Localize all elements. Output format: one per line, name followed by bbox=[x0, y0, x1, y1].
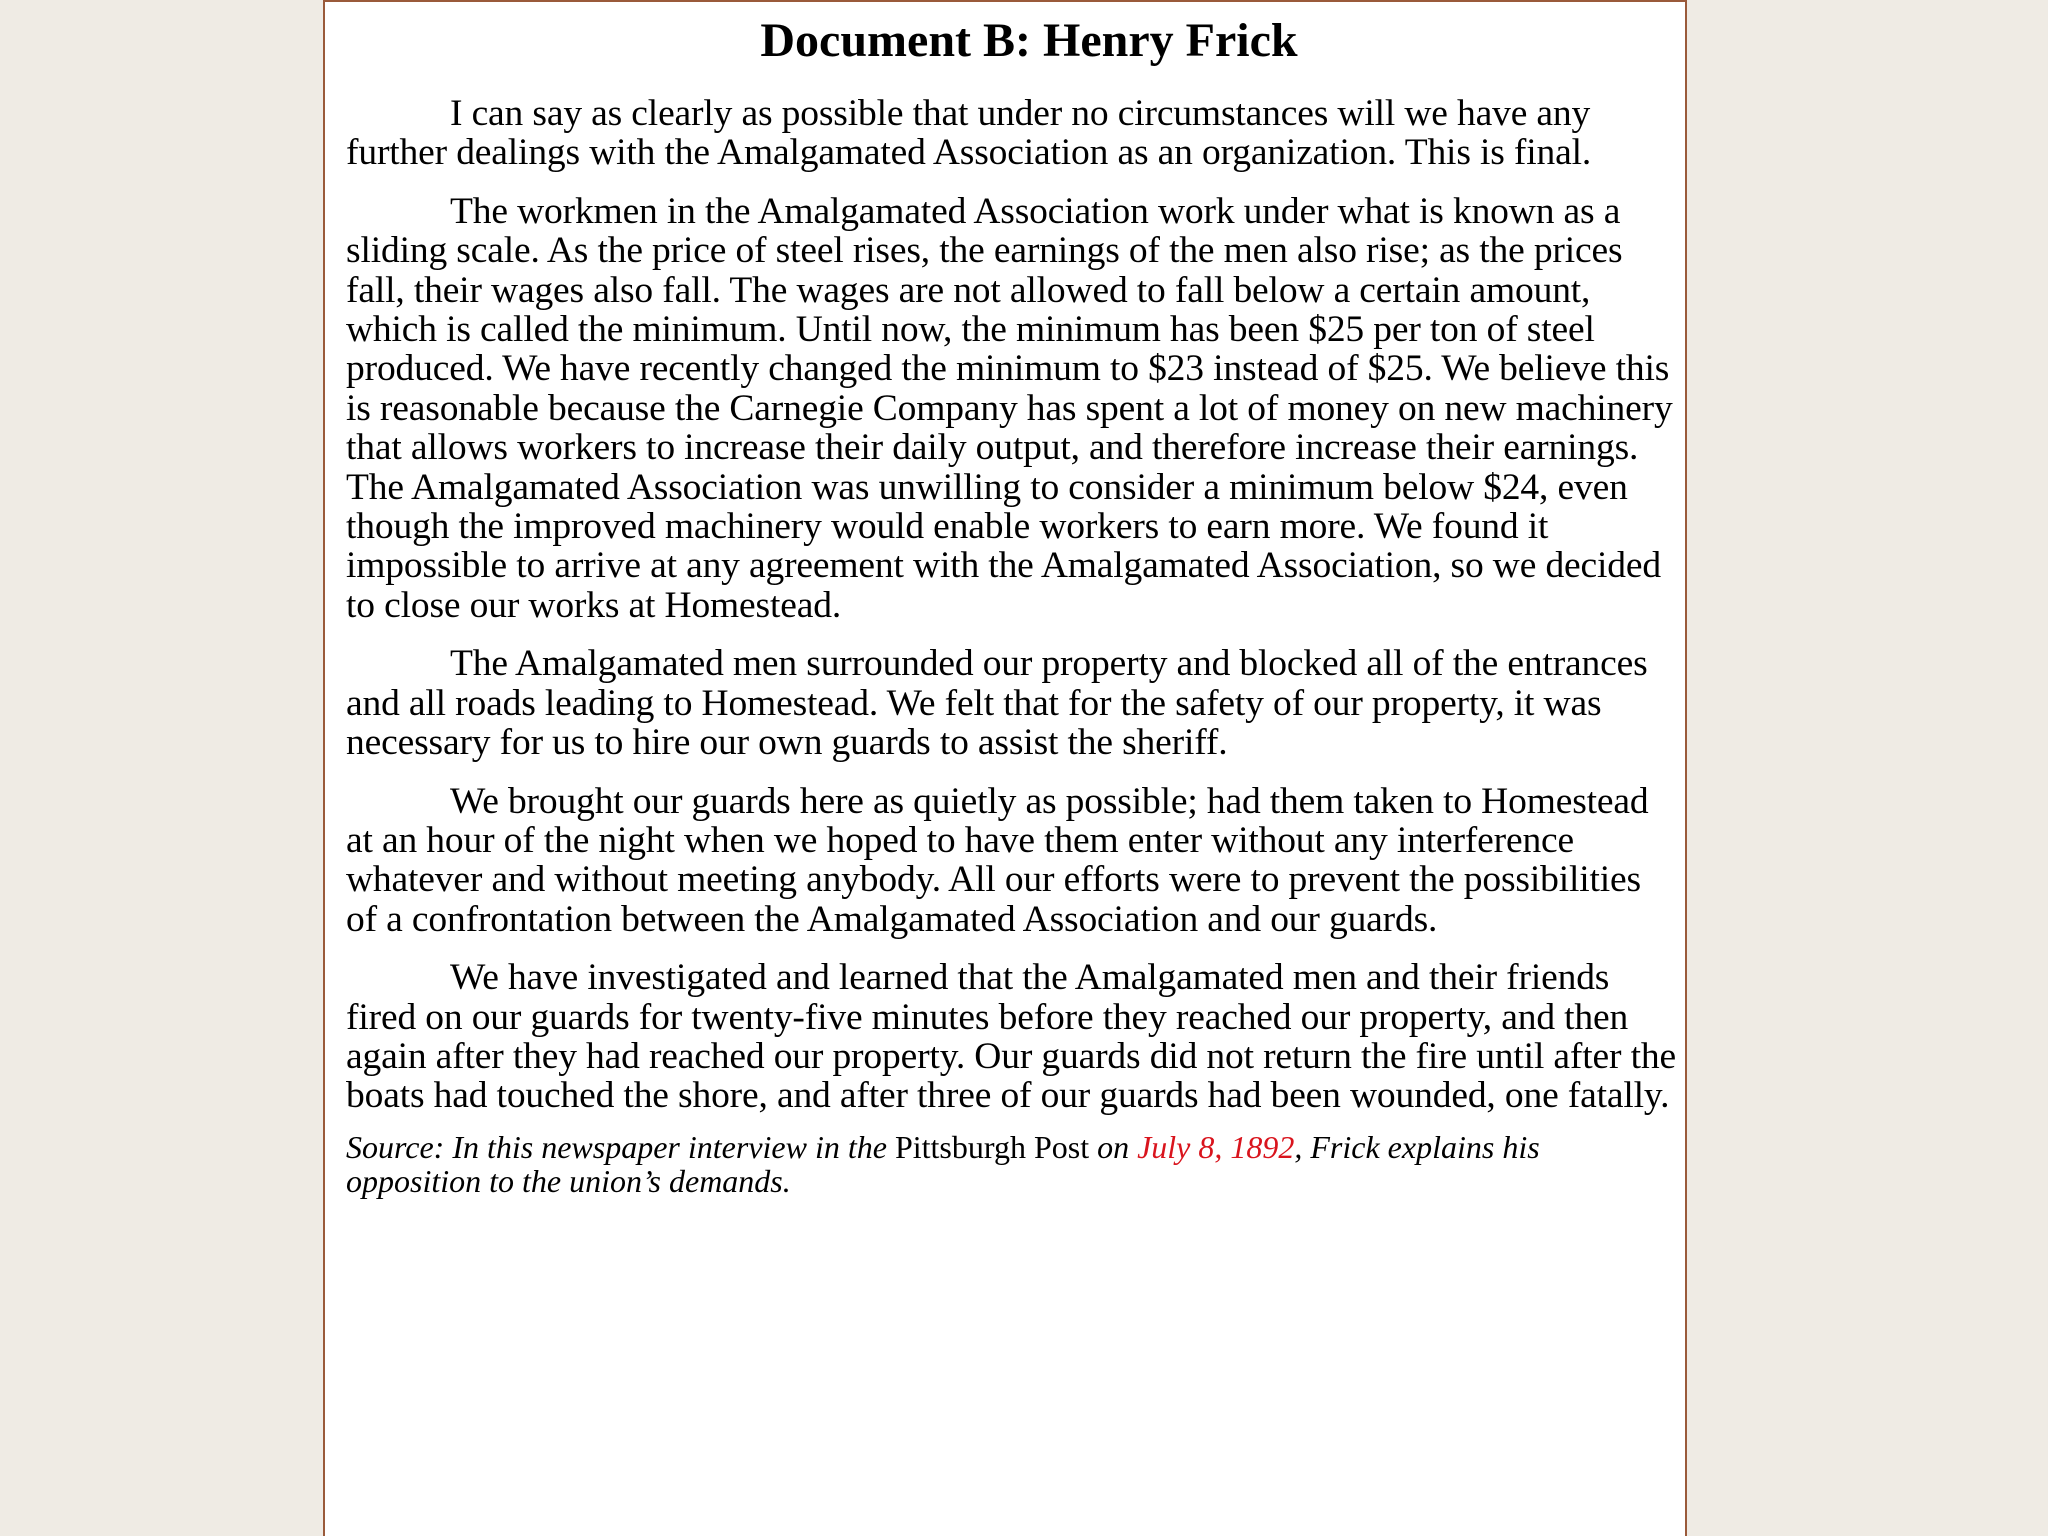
document-content bbox=[346, 10, 1676, 1198]
source-date: July 8, 1892 bbox=[1137, 1128, 1295, 1165]
source-middle: on bbox=[1089, 1128, 1138, 1165]
paragraph-2: The workmen in the Amalgamated Association work under what is known as a sliding scale. As the price of steel rises, the earnings of the men also rise; as the prices fall, their wages also fall. The wages are not allowed to fall below a certain amount, which is called the minimum. Until now, the minimum has been $25 per ton of steel produced. We have recently changed the minimum to $23 instead of $25. We believe this is reasonable because the Carnegie Company has spent a lot of money on new machinery that allows workers to increase their daily output, and therefore increase their earnings. The Amalgamated Association was unwilling to consider a minimum below $24, even though the improved machinery would enable workers to earn more. We found it impossible to arrive at any agreement with the Amalgamated Association, so we decided to close our works at Homestead. bbox=[346, 190, 1673, 626]
source-publication: Pittsburgh Post bbox=[894, 1128, 1090, 1165]
document-title: Document B: Henry Frick bbox=[760, 14, 1298, 67]
source-suffix: , Frick explains his opposition to the union’s demands. bbox=[346, 1128, 1540, 1199]
paragraph-3: The Amalgamated men surrounded our property and blocked all of the entrances and all roads leading to Homestead. We felt that for the safety of our property, it was necessary for us to hire our own guards to assist the sheriff. bbox=[346, 643, 1648, 764]
paragraph-5: We have investigated and learned that the Amalgamated men and their friends fired on our guards for twenty-five minutes before they reached our property, and then again after they had reached our property. Our guards did not return the fire until after the boats had touched the shore, and after three of our guards had been wounded, one fatally. bbox=[346, 957, 1676, 1117]
paragraph-1: I can say as clearly as possible that under no circumstances will we have any further dealings with the Amalgamated Association as an organization. This is final. bbox=[346, 93, 1592, 174]
source-citation bbox=[346, 1130, 1676, 1198]
paragraph-4: We brought our guards here as quietly as possible; had them taken to Homestead at an hour of the night when we hoped to have them enter without any interference whatever and without meeting anybody. All our efforts were to prevent the possibilities of a confrontation between the Amalgamated Association and our guards. bbox=[346, 780, 1649, 940]
source-prefix: Source: In this newspaper interview in the bbox=[346, 1128, 895, 1165]
document-page bbox=[323, 0, 1687, 1536]
